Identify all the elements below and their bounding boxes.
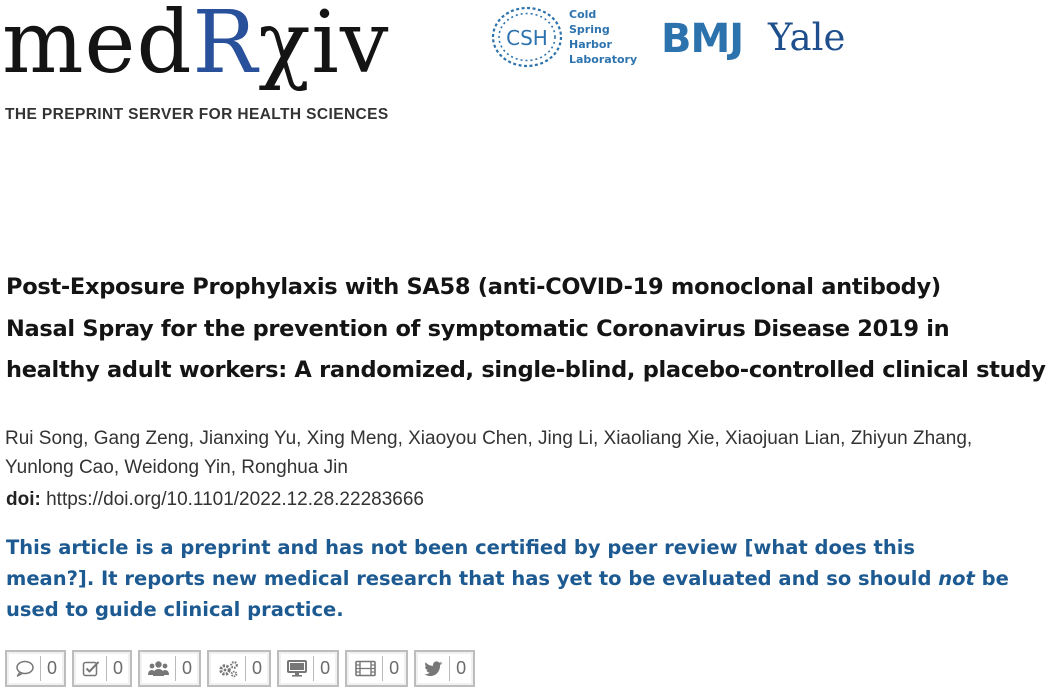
csh-logo[interactable] [490, 4, 637, 70]
doi-link[interactable]: https://doi.org/10.1101/2022.12.28.22283666 [46, 489, 424, 510]
logo-wordmark [2, 0, 390, 93]
badge-divider [313, 656, 314, 681]
twitter-count: 0 [456, 658, 467, 678]
bmj-logo[interactable]: BMJ [661, 16, 744, 62]
doi-label: doi: [6, 489, 41, 510]
users-icon [148, 660, 169, 677]
notice-text-1: This article is a preprint and has not been certified by peer review [6, 536, 745, 559]
community-count: 0 [182, 658, 193, 678]
csh-line-2: Spring [569, 23, 610, 36]
film-icon [355, 660, 376, 677]
comments-badge[interactable] [5, 650, 66, 687]
comment-icon [15, 660, 34, 677]
doi-line [6, 489, 424, 511]
peer-review-badge[interactable] [72, 650, 132, 687]
badge-divider [382, 656, 383, 681]
title-line-3: healthy adult workers: A randomized, single-blind, placebo-controlled clinical study [6, 357, 1046, 383]
logo-part-r: R [192, 0, 259, 93]
yale-logo[interactable]: Yale [768, 16, 846, 59]
csh-badge-text: CSH [506, 26, 548, 50]
badge-divider [40, 656, 41, 681]
metrics-bar [5, 650, 481, 687]
twitter-badge[interactable] [414, 650, 475, 687]
gears-icon [217, 660, 239, 678]
twitter-icon [424, 661, 443, 677]
preprint-notice [6, 532, 1051, 625]
automated-services-badge[interactable] [207, 650, 271, 687]
what-does-this-mean-link-cont[interactable]: mean?] [6, 567, 87, 590]
csh-line-1: Cold [569, 8, 597, 21]
notice-line-1 [6, 532, 1051, 563]
csh-dna-ring-icon [490, 4, 564, 70]
notice-text-3: be [974, 567, 1009, 590]
csh-line-3: Harbor [569, 38, 612, 51]
notice-emphasis-not: not [938, 567, 975, 590]
badge-divider [449, 656, 450, 681]
automated-services-count: 0 [252, 658, 263, 678]
monitor-icon [287, 660, 307, 677]
title-line-1: Post-Exposure Prophylaxis with SA58 (anti-COVID-19 monoclonal antibody) [6, 274, 941, 300]
blogs-media-count: 0 [320, 658, 331, 678]
csh-line-4: Laboratory [569, 53, 638, 66]
comments-count: 0 [47, 658, 58, 678]
authors-line-2: Yunlong Cao, Weidong Yin, Ronghua Jin [5, 457, 348, 478]
notice-line-3: used to guide clinical practice. [6, 598, 344, 621]
logo-part-chiv: χiv [258, 0, 390, 93]
title-line-2: Nasal Spray for the prevention of symptomatic Coronavirus Disease 2019 in [6, 315, 950, 342]
article-title [6, 267, 1051, 392]
community-badge[interactable] [138, 650, 201, 687]
authors-line-1: Rui Song, Gang Zeng, Jianxing Yu, Xing Meng, Xiaoyou Chen, Jing Li, Xiaoliang Xie, Xiaojuan Lian, Zhiyun Zhang, [5, 428, 973, 449]
notice-text-2: . It reports new medical research that has yet to be evaluated and so should [86, 567, 939, 590]
blogs-media-badge[interactable] [277, 650, 339, 687]
check-square-icon [82, 660, 100, 677]
peer-review-count: 0 [113, 658, 124, 678]
videos-badge[interactable] [345, 650, 408, 687]
logo-part-med: med [2, 0, 193, 93]
site-tagline: THE PREPRINT SERVER FOR HEALTH SCIENCES [5, 106, 389, 123]
medrxiv-logo[interactable] [2, 0, 390, 93]
author-list [5, 424, 1045, 482]
badge-divider [106, 656, 107, 681]
csh-name [569, 7, 637, 67]
badge-divider [175, 656, 176, 681]
what-does-this-mean-link[interactable]: [what does this [744, 536, 916, 559]
badge-divider [245, 656, 246, 681]
notice-line-2 [6, 563, 1051, 594]
videos-count: 0 [389, 658, 400, 678]
